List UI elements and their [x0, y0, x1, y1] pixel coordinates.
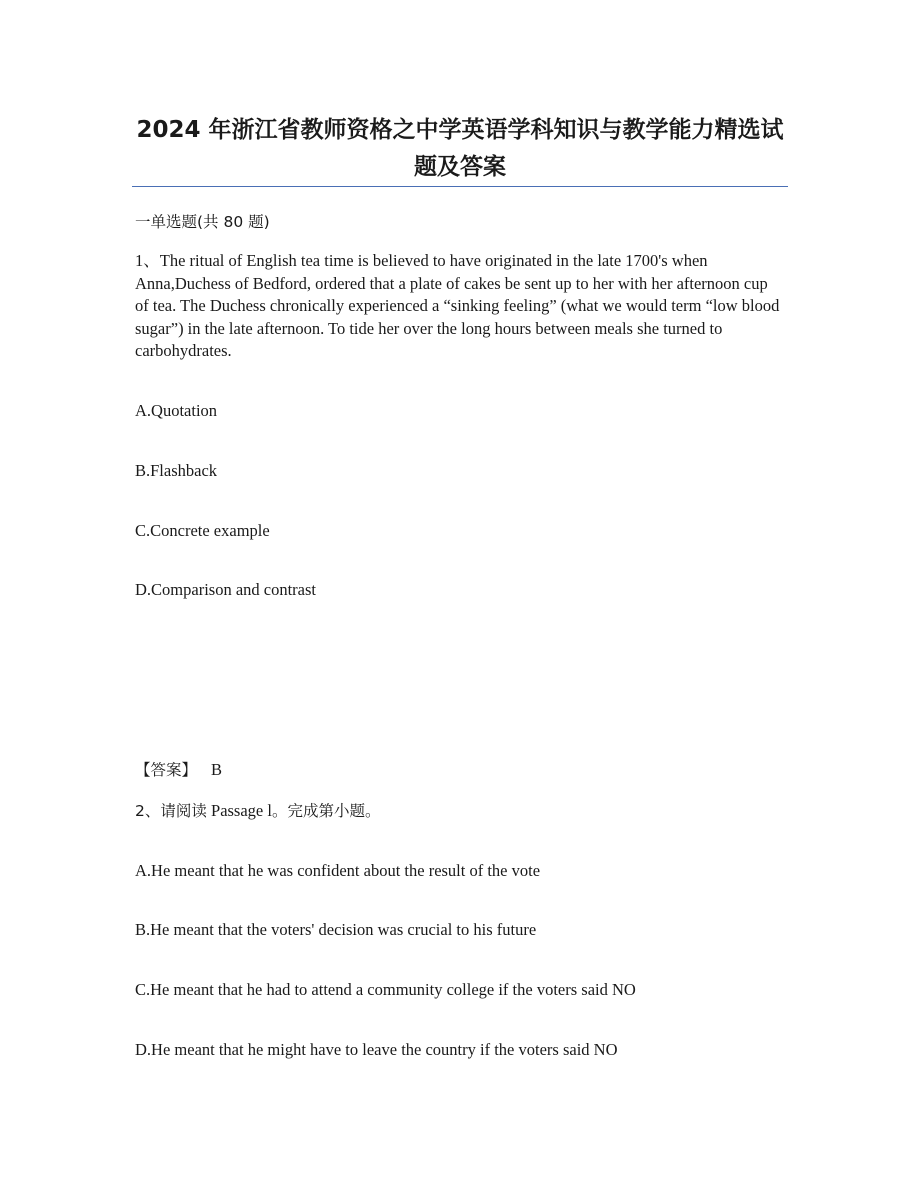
question-2-option-c: C.He meant that he had to attend a community college if the voters said NO	[135, 980, 636, 999]
question-1-option-b: B.Flashback	[135, 461, 218, 480]
question-2-prompt	[135, 800, 380, 822]
question-2-option-a: A.He meant that he was confident about the result of the vote	[135, 861, 541, 880]
section-heading: 一单选题(共 80 题)	[135, 213, 270, 231]
question-2-prompt-cjk-1: 请阅读	[160, 802, 207, 820]
question-2-option-d: D.He meant that he might have to leave the country if the voters said NO	[135, 1040, 618, 1059]
question-1-option-d: D.Comparison and contrast	[135, 580, 317, 599]
question-2-prompt-en: Passage l	[206, 801, 272, 820]
page-title: 2024 年浙江省教师资格之中学英语学科知识与教学能力精选试题及答案	[136, 117, 784, 180]
question-2-option-b: B.He meant that the voters' decision was crucial to his future	[135, 920, 537, 939]
answer-label: 【答案】	[135, 761, 198, 779]
question-1-text: 1、The ritual of English tea time is believed to have originated in the late 1700's when Anna,Duchess of Bedford, ordered that a plate of cakes be sent up to her with her afternoon cup of tea. The Duchess chronically experienced a “sinking feeling” (what we would term “low blood sugar”) in the late afternoon. To tide her over the long hours between meals she turned to carbohydrates.	[135, 251, 780, 361]
question-2-prompt-cjk-2: 。完成第小题。	[271, 802, 381, 820]
question-1-option-a: A.Quotation	[135, 401, 218, 420]
question-2-number: 2、	[135, 802, 161, 820]
answer-value: B	[211, 760, 223, 779]
question-1-answer	[135, 759, 222, 781]
title-divider	[132, 186, 788, 187]
question-1-option-c: C.Concrete example	[135, 521, 270, 540]
